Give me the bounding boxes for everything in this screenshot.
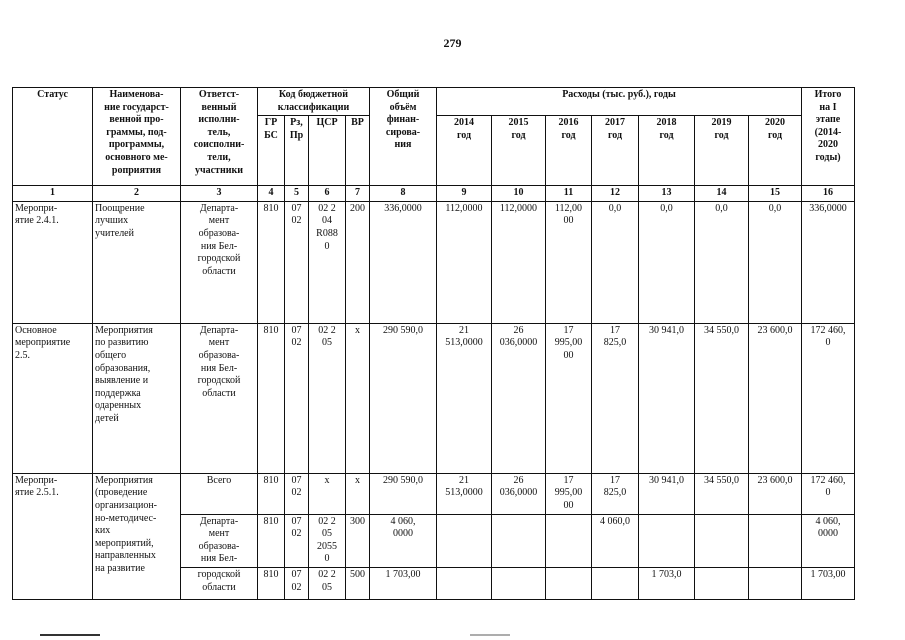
- cell-2017: 17 825,0: [592, 473, 639, 514]
- cell-total: 336,0000: [370, 201, 437, 323]
- cell-2017: [592, 567, 639, 599]
- cell-rzpr: 07 02: [285, 567, 309, 599]
- cell-2020: 0,0: [749, 201, 802, 323]
- cell-2020: 23 600,0: [749, 323, 802, 473]
- column-number: 8: [370, 186, 437, 202]
- cell-csr: 02 2 05: [309, 567, 346, 599]
- column-number: 9: [437, 186, 492, 202]
- cell-vr: x: [346, 323, 370, 473]
- cell-csr: x: [309, 473, 346, 514]
- header-budget-code: Код бюджетной классификации: [258, 88, 370, 116]
- cell-responsible: Департа- мент образова- ния Бел-: [181, 514, 258, 567]
- cell-total: 4 060, 0000: [370, 514, 437, 567]
- header-name: Наименова- ние государст- венной про- граммы, под- программы, основного ме- роприятия: [93, 88, 181, 186]
- cell-rzpr: 07 02: [285, 473, 309, 514]
- cell-grbs: 810: [258, 473, 285, 514]
- header-csr: ЦСР: [309, 116, 346, 186]
- header-vr: ВР: [346, 116, 370, 186]
- header-responsible: Ответст- венный исполни- тель, соисполни- тели, участники: [181, 88, 258, 186]
- cell-responsible: Департа- мент образова- ния Бел- городской области: [181, 323, 258, 473]
- cell-grbs: 810: [258, 323, 285, 473]
- column-number: 11: [546, 186, 592, 202]
- cell-2016: 17 995,00 00: [546, 323, 592, 473]
- column-number: 2: [93, 186, 181, 202]
- cell-status: Основное мероприятие 2.5.: [13, 323, 93, 473]
- cell-rzpr: 07 02: [285, 323, 309, 473]
- page-number: 279: [443, 36, 462, 50]
- column-number: 16: [802, 186, 855, 202]
- column-number: 10: [492, 186, 546, 202]
- cell-csr: 02 2 05 2055 0: [309, 514, 346, 567]
- cell-2017: 0,0: [592, 201, 639, 323]
- cell-2016: [546, 514, 592, 567]
- cell-total: 290 590,0: [370, 473, 437, 514]
- table-row: [13, 473, 855, 514]
- cell-2016: [546, 567, 592, 599]
- cell-2018: 1 703,0: [639, 567, 695, 599]
- cell-2015: 26 036,0000: [492, 323, 546, 473]
- column-number: 13: [639, 186, 695, 202]
- cell-stage-total: 172 460, 0: [802, 323, 855, 473]
- cell-status: Меропри- ятие 2.4.1.: [13, 201, 93, 323]
- cell-2020: [749, 514, 802, 567]
- cell-total: 1 703,00: [370, 567, 437, 599]
- cell-2018: [639, 514, 695, 567]
- header-row-1: [13, 88, 855, 116]
- cell-2019: 34 550,0: [695, 323, 749, 473]
- cell-responsible: Департа- мент образова- ния Бел- городской области: [181, 201, 258, 323]
- cell-2020: [749, 567, 802, 599]
- header-total-volume: Общий объём финан- сирова- ния: [370, 88, 437, 186]
- cell-rzpr: 07 02: [285, 514, 309, 567]
- header-year-2015: 2015 год: [492, 116, 546, 186]
- cell-name: Мероприятия по развитию общего образования, выявление и поддержка одаренных детей: [93, 323, 181, 473]
- cell-name: Поощрение лучших учителей: [93, 201, 181, 323]
- cell-grbs: 810: [258, 567, 285, 599]
- cell-2015: 26 036,0000: [492, 473, 546, 514]
- header-year-2019: 2019 год: [695, 116, 749, 186]
- cell-2019: 0,0: [695, 201, 749, 323]
- cell-stage-total: 1 703,00: [802, 567, 855, 599]
- cell-vr: 500: [346, 567, 370, 599]
- cell-2018: 30 941,0: [639, 323, 695, 473]
- cell-vr: 300: [346, 514, 370, 567]
- header-rzpr: Рз, Пр: [285, 116, 309, 186]
- column-number: 7: [346, 186, 370, 202]
- cell-2014: [437, 514, 492, 567]
- column-number: 4: [258, 186, 285, 202]
- budget-table: [12, 87, 855, 600]
- cell-2015: [492, 514, 546, 567]
- cell-2016: 112,00 00: [546, 201, 592, 323]
- header-year-2017: 2017 год: [592, 116, 639, 186]
- header-grbs: ГР БС: [258, 116, 285, 186]
- cell-2015: [492, 567, 546, 599]
- cell-2014: 112,0000: [437, 201, 492, 323]
- column-number: 12: [592, 186, 639, 202]
- cell-responsible: городской области: [181, 567, 258, 599]
- column-number: 15: [749, 186, 802, 202]
- cell-2020: 23 600,0: [749, 473, 802, 514]
- cell-stage-total: 336,0000: [802, 201, 855, 323]
- column-number: 3: [181, 186, 258, 202]
- cell-2016: 17 995,00 00: [546, 473, 592, 514]
- header-year-2018: 2018 год: [639, 116, 695, 186]
- cell-status: Меропри- ятие 2.5.1.: [13, 473, 93, 599]
- cell-csr: 02 2 04 R088 0: [309, 201, 346, 323]
- cell-vr: x: [346, 473, 370, 514]
- cell-2018: 30 941,0: [639, 473, 695, 514]
- column-number: 5: [285, 186, 309, 202]
- table-row: [13, 323, 855, 473]
- cell-stage-total: 172 460, 0: [802, 473, 855, 514]
- cell-2014: 21 513,0000: [437, 473, 492, 514]
- scan-edge-mark: [470, 634, 510, 636]
- column-number: 6: [309, 186, 346, 202]
- cell-csr: 02 2 05: [309, 323, 346, 473]
- header-year-2014: 2014 год: [437, 116, 492, 186]
- cell-grbs: 810: [258, 514, 285, 567]
- cell-rzpr: 07 02: [285, 201, 309, 323]
- header-year-2016: 2016 год: [546, 116, 592, 186]
- column-number: 1: [13, 186, 93, 202]
- cell-2017: 17 825,0: [592, 323, 639, 473]
- cell-2014: [437, 567, 492, 599]
- cell-2017: 4 060,0: [592, 514, 639, 567]
- table-row: [13, 201, 855, 323]
- header-status: Статус: [13, 88, 93, 186]
- cell-2019: [695, 514, 749, 567]
- header-year-2020: 2020 год: [749, 116, 802, 186]
- scan-edge-mark: [40, 634, 100, 636]
- column-number: 14: [695, 186, 749, 202]
- cell-2018: 0,0: [639, 201, 695, 323]
- header-expenses: Расходы (тыс. руб.), годы: [437, 88, 802, 116]
- cell-vr: 200: [346, 201, 370, 323]
- cell-responsible: Всего: [181, 473, 258, 514]
- cell-total: 290 590,0: [370, 323, 437, 473]
- cell-2014: 21 513,0000: [437, 323, 492, 473]
- cell-2019: [695, 567, 749, 599]
- cell-grbs: 810: [258, 201, 285, 323]
- cell-name: Мероприятия (проведение организацион- но-методичес- ких мероприятий, направленных на развитие: [93, 473, 181, 599]
- column-numbers-row: [13, 186, 855, 202]
- cell-stage-total: 4 060, 0000: [802, 514, 855, 567]
- header-stage-total: Итого на I этапе (2014- 2020 годы): [802, 88, 855, 186]
- cell-2015: 112,0000: [492, 201, 546, 323]
- cell-2019: 34 550,0: [695, 473, 749, 514]
